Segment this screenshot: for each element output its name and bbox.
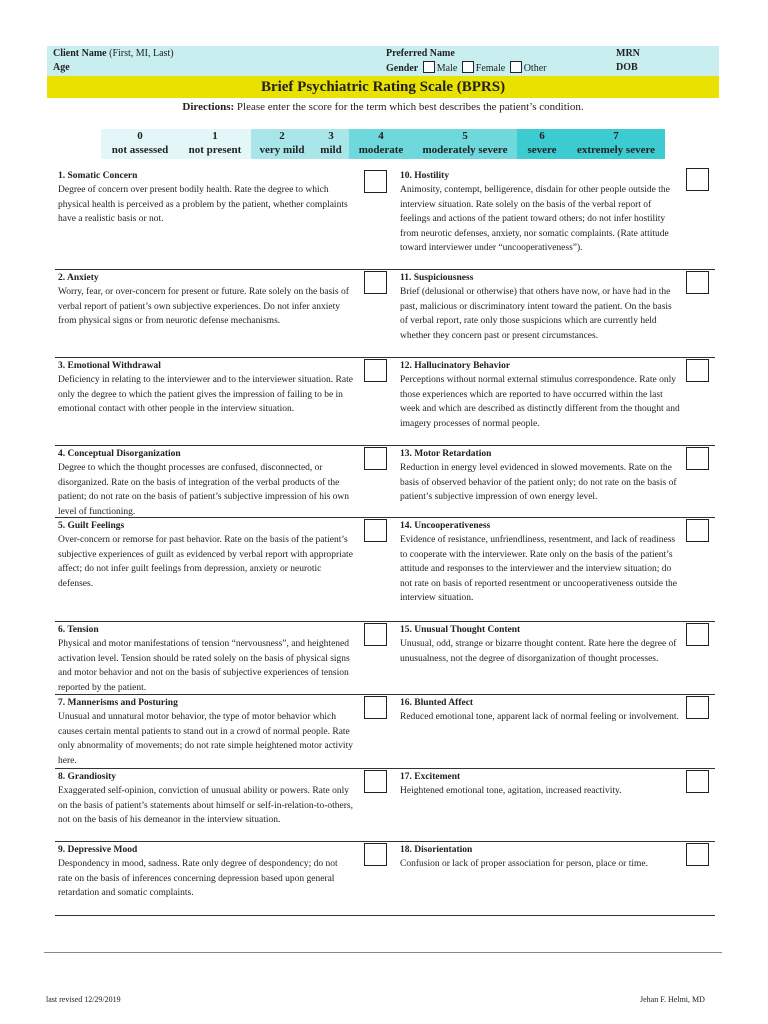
item-2-name: 2. Anxiety (58, 273, 99, 283)
age-field[interactable] (53, 61, 70, 75)
item-5-score-box[interactable] (364, 519, 387, 542)
item-12-desc: Perceptions without normal external stimulus correspondence. Rate only those experiences which are reported to have occurred within the last week and which are described as distinctly different from the thought and imagery processes of normal people. (400, 375, 680, 429)
scale-1 (179, 129, 251, 159)
item-16 (400, 697, 680, 725)
item-15-name: 15. Unusual Thought Content (400, 625, 521, 635)
scale-3-num: 3 (328, 130, 334, 142)
row-divider (55, 694, 715, 695)
item-6 (58, 624, 353, 695)
item-9 (58, 844, 353, 901)
scale-4-label: moderate (358, 144, 404, 156)
item-18 (400, 844, 680, 872)
item-18-score-box[interactable] (686, 843, 709, 866)
item-7 (58, 697, 353, 768)
item-11-score-box[interactable] (686, 271, 709, 294)
mrn-field[interactable] (616, 47, 640, 61)
item-2 (58, 272, 353, 329)
scale-3-label: mild (320, 144, 342, 156)
item-10-name: 10. Hostility (400, 171, 450, 181)
item-11-name: 11. Suspiciousness (400, 273, 474, 283)
client-name-label: Client Name (53, 48, 107, 59)
dob-field[interactable] (616, 61, 638, 75)
directions-label: Directions: (182, 101, 235, 113)
footer-revised-date: last revised 12/29/2019 (46, 995, 121, 1004)
item-3-score-box[interactable] (364, 359, 387, 382)
item-14 (400, 520, 680, 606)
item-4-desc: Degree to which the thought processes are confused, disconnected, or disorganized. Rate on the basis of integration of the verbal products of the patient; do not rate on the basis of patient’s subjective impression of his own level of functioning. (58, 463, 350, 517)
scale-2-label: very mild (259, 144, 305, 156)
scale-7-label: extremely severe (576, 144, 656, 156)
gender-other-checkbox[interactable] (510, 61, 522, 73)
item-10-desc: Animosity, contempt, belligerence, disdain for other people outside the interview situation. Rate solely on the basis of the verbal report of feelings and actions of the patient toward others; do not infer hostility from neurotic defenses, anxiety, nor somatic complaints. (Rate attitude toward interviewer under “uncooperativeness”). (400, 185, 670, 254)
item-2-score-box[interactable] (364, 271, 387, 294)
scale-1-label: not present (188, 144, 242, 156)
row-divider (55, 915, 715, 916)
item-6-desc: Physical and motor manifestations of tension “nervousness”, and heightened activation level. Tension should be rated solely on the basis of physical signs and motor behavior and not on the basis of subjective experiences of tension reported by the patient. (58, 639, 350, 693)
scale-0-num: 0 (137, 130, 143, 142)
client-name-hint: (First, MI, Last) (109, 48, 174, 59)
gender-male-checkbox[interactable] (423, 61, 435, 73)
gender-male-label: Male (436, 63, 458, 74)
item-17-score-box[interactable] (686, 770, 709, 793)
item-3 (58, 360, 353, 417)
item-2-desc: Worry, fear, or over-concern for present or future. Rate solely on the basis of verbal report of patient’s own subjective experiences. Do not infer anxiety from physical signs or from neurotic defense mechanisms. (58, 287, 349, 327)
item-17-name: 17. Excitement (400, 772, 461, 782)
dob-label: DOB (616, 62, 638, 73)
directions-text: Please enter the score for the term which best describes the patient’s condition. (236, 101, 584, 113)
row-divider (55, 357, 715, 358)
item-1-name: 1. Somatic Concern (58, 171, 138, 181)
item-13-name: 13. Motor Retardation (400, 449, 492, 459)
scale-5-label: moderately severe (422, 144, 508, 156)
scale-4 (349, 129, 413, 159)
scale-0 (101, 129, 179, 159)
row-divider (55, 517, 715, 518)
item-11-desc: Brief (delusional or otherwise) that others have now, or have had in the past, malicious or discriminatory intent toward the patient. On the basis of verbal report, rate only those suspicions which are currently held whether they concern past or present circumstances. (400, 287, 672, 341)
item-7-name: 7. Mannerisms and Posturing (58, 698, 178, 708)
scale-2-num: 2 (279, 130, 285, 142)
row-divider (55, 768, 715, 769)
client-name-field[interactable] (53, 47, 174, 61)
patient-info-header (47, 46, 719, 76)
scale-7-num: 7 (613, 130, 619, 142)
item-17 (400, 771, 680, 799)
scale-3 (313, 129, 349, 159)
scale-4-num: 4 (378, 130, 384, 142)
scale-6-label: severe (527, 144, 557, 156)
row-divider (55, 841, 715, 842)
item-12-name: 12. Hallucinatory Behavior (400, 361, 511, 371)
directions (47, 99, 719, 115)
item-12-score-box[interactable] (686, 359, 709, 382)
item-14-desc: Evidence of resistance, unfriendliness, resentment, and lack of readiness to cooperate with the interviewer. Rate only on the basis of the patient’s attitude and responses to the interviewer and the interview situation; do not rate on basis of reported resentment or uncooperativeness outside the interview situation. (400, 535, 677, 604)
item-9-score-box[interactable] (364, 843, 387, 866)
row-divider (55, 269, 715, 270)
item-1 (58, 170, 353, 227)
gender-female-label: Female (475, 63, 506, 74)
gender-female-checkbox[interactable] (462, 61, 474, 73)
item-18-desc: Confusion or lack of proper association for person, place or time. (400, 859, 648, 869)
item-13-score-box[interactable] (686, 447, 709, 470)
item-16-desc: Reduced emotional tone, apparent lack of normal feeling or involvement. (400, 712, 679, 722)
item-9-name: 9. Depressive Mood (58, 845, 138, 855)
gender-label: Gender (386, 63, 419, 74)
gender-field (386, 61, 546, 76)
scale-7 (567, 129, 665, 159)
age-label: Age (53, 62, 70, 73)
item-3-desc: Deficiency in relating to the interviewer and to the interviewer situation. Rate only the degree to which the patient gives the impression of failing to be in emotional contact with other people in the interview situation. (58, 375, 353, 415)
mrn-label: MRN (616, 48, 640, 59)
item-6-name: 6. Tension (58, 625, 99, 635)
item-6-score-box[interactable] (364, 623, 387, 646)
gender-other-label: Other (523, 63, 547, 74)
item-5-desc: Over-concern or remorse for past behavior. Rate on the basis of the patient’s subjective experiences of guilt as evidenced by verbal report with appropriate affect; do not infer guilt feelings from depression, anxiety or neurotic defenses. (58, 535, 353, 589)
item-7-score-box[interactable] (364, 696, 387, 719)
item-15-score-box[interactable] (686, 623, 709, 646)
item-8-score-box[interactable] (364, 770, 387, 793)
item-3-name: 3. Emotional Withdrawal (58, 361, 161, 371)
item-13-desc: Reduction in energy level evidenced in slowed movements. Rate on the basis of observed behavior of the patient only; do not rate on the basis of patient’s subjective impression of own energy level. (400, 463, 677, 503)
footer-divider (44, 952, 722, 953)
footer-author: Jehan F. Helmi, MD (640, 995, 705, 1004)
row-divider (55, 445, 715, 446)
item-18-name: 18. Disorientation (400, 845, 473, 855)
item-9-desc: Despondency in mood, sadness. Rate only degree of despondency; do not rate on the basis of inferences concerning depression based upon general retardation and somatic complaints. (58, 859, 338, 899)
scale-5 (413, 129, 517, 159)
item-8-desc: Exaggerated self-opinion, conviction of unusual ability or powers. Rate only on the basis of patient’s statements about himself or self-in-relation-to-others, not on the basis of his demeanor in the interview situation. (58, 786, 353, 826)
scale-6-num: 6 (539, 130, 545, 142)
item-1-desc: Degree of concern over present bodily health. Rate the degree to which physical health is perceived as a problem by the patient, whether complaints have a realistic basis or not. (58, 185, 348, 225)
preferred-name-label: Preferred Name (386, 48, 455, 59)
item-16-name: 16. Blunted Affect (400, 698, 474, 708)
item-11 (400, 272, 680, 343)
item-12 (400, 360, 680, 431)
item-8 (58, 771, 353, 828)
item-13 (400, 448, 680, 505)
item-7-desc: Unusual and unnatural motor behavior, the type of motor behavior which causes certain mental patients to stand out in a crowd of normal people. Rate only abnormality of movements; do not rate simple heightened motor activity here. (58, 712, 353, 766)
item-14-score-box[interactable] (686, 519, 709, 542)
item-5-name: 5. Guilt Feelings (58, 521, 125, 531)
item-5 (58, 520, 353, 591)
item-15-desc: Unusual, odd, strange or bizarre thought content. Rate here the degree of unusualness, not the degree of disorganization of thought processes. (400, 639, 677, 664)
item-10-score-box[interactable] (686, 168, 709, 191)
scale-1-num: 1 (212, 130, 218, 142)
item-14-name: 14. Uncooperativeness (400, 521, 491, 531)
scale-5-num: 5 (462, 130, 468, 142)
item-4 (58, 448, 353, 519)
form-title: Brief Psychiatric Rating Scale (BPRS) (47, 76, 719, 98)
item-4-score-box[interactable] (364, 447, 387, 470)
preferred-name-field[interactable] (386, 47, 455, 61)
row-divider (55, 621, 715, 622)
item-10 (400, 170, 680, 256)
item-17-desc: Heightened emotional tone, agitation, increased reactivity. (400, 786, 622, 796)
item-16-score-box[interactable] (686, 696, 709, 719)
scale-6 (517, 129, 567, 159)
item-15 (400, 624, 680, 666)
scale-2 (251, 129, 313, 159)
item-4-name: 4. Conceptual Disorganization (58, 449, 181, 459)
scale-0-label: not assessed (111, 144, 169, 156)
item-8-name: 8. Grandiosity (58, 772, 117, 782)
item-1-score-box[interactable] (364, 170, 387, 193)
